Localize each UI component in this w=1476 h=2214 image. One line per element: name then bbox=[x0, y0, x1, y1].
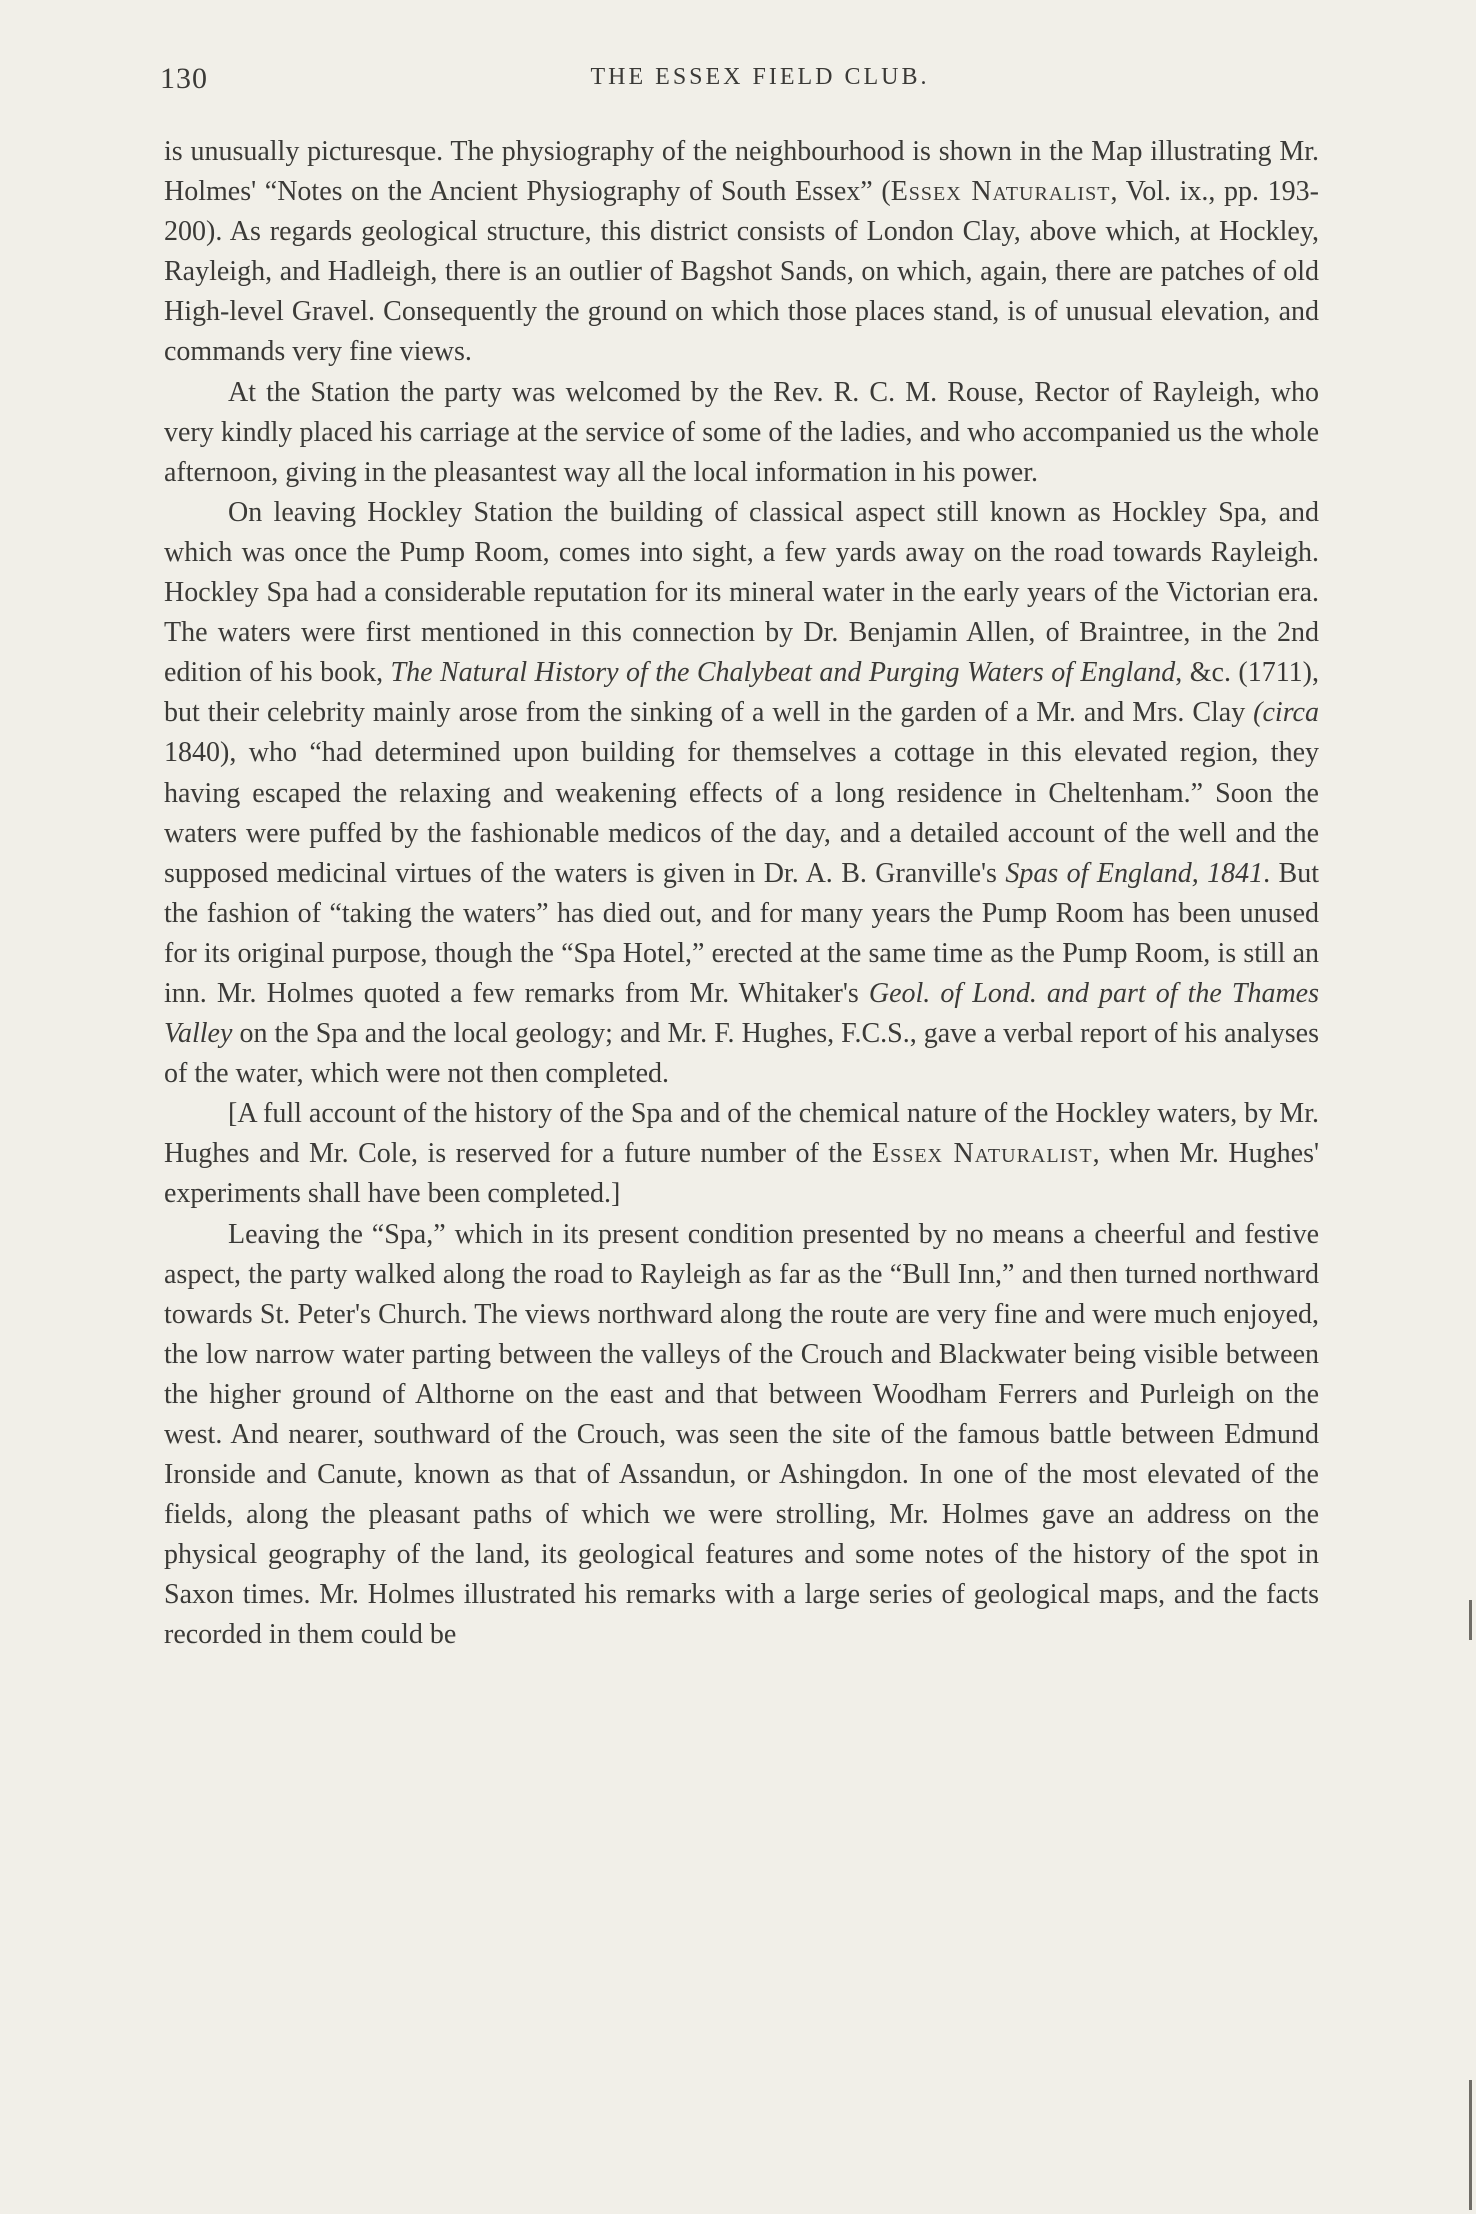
book-title: The Natural History of the Chalybeat and Purging Waters of England bbox=[390, 657, 1176, 689]
text-run: on the Spa and the local geology; and Mr. F. Hughes, F.C.S., gave a verbal report of his analyses of the water, which were not then completed. bbox=[164, 1018, 1319, 1090]
text-run: , &c. (1711), but their celebrity mainly arose from the sinking of a well in the garden of a Mr. and Mrs. Clay bbox=[164, 657, 1319, 729]
paragraph-physiography bbox=[164, 132, 1319, 373]
text-run: . But the fashion of “taking the waters” has died out, and for many years the Pump Room has been unused for its original purpose, though the “Spa Hotel,” erected at the same time as the Pump Room, is still an inn. Mr. Holmes quoted a few remarks from Mr. Whitaker's bbox=[164, 857, 1319, 1009]
journal-title: Essex Naturalist bbox=[890, 176, 1111, 208]
text-run: is unusually picturesque. The physiography of the neighbourhood is shown in the Map illustrating Mr. Holmes' “Notes on the Ancient Physiography of South Essex” ( bbox=[164, 136, 1319, 208]
text-run: 1840), who “had determined upon building for themselves a cottage in this elevated region, they having escaped the relaxing and weakening effects of a long residence in Cheltenham.” Soon the waters were puffed by the fashionable medicos of the day, and a detailed account of the well and the supposed medicinal virtues of the waters is given in Dr. A. B. Granville's bbox=[164, 737, 1319, 889]
paragraph-editorial-note bbox=[164, 1094, 1319, 1214]
page-number: 130 bbox=[160, 62, 208, 95]
paragraph-station-welcome: At the Station the party was welcomed by the Rev. R. C. M. Rouse, Rector of Rayleigh, who very kindly placed his carriage at the service of some of the ladies, and who accompanied us the whole afternoon, giving in the pleasantest way all the local information in his power. bbox=[164, 376, 1319, 488]
journal-title: Essex Naturalist bbox=[871, 1138, 1093, 1170]
paragraph-walk-to-rayleigh: Leaving the “Spa,” which in its present condition presented by no means a cheerful and festive aspect, the party walked along the road to Rayleigh as far as the “Bull Inn,” and then turned northward towards St. Peter's Church. The views northward along the route are very fine and were much enjoyed, the low narrow water parting between the valleys of the Crouch and Blackwater being visible between the higher ground of Althorne on the east and that between Woodham Ferrers and Purleigh on the west. And nearer, southward of the Crouch, was seen the site of the famous battle between Edmund Ironside and Canute, known as that of Assandun, or Ashingdon. In one of the most elevated of the fields, along the pleasant paths of which we were strolling, Mr. Holmes gave an address on the physical geography of the land, its geological features and some notes of the history of the spot in Saxon times. Mr. Holmes illustrated his remarks with a large series of geological maps, and the facts recorded in them could be bbox=[164, 1218, 1319, 1651]
text-run: [A full account of the history of the Spa and of the chemical nature of the Hockley waters, by Mr. Hughes and Mr. Cole, is reserved for a future number of the bbox=[164, 1098, 1319, 1170]
latin-term: (circa bbox=[1253, 697, 1319, 729]
running-head: THE ESSEX FIELD CLUB. bbox=[590, 64, 930, 90]
book-title: Geol. of Lond. and part of the Thames Valley bbox=[164, 977, 1319, 1050]
paragraph-hockley-spa bbox=[164, 493, 1319, 1094]
body-text bbox=[164, 132, 1319, 1656]
page-header bbox=[160, 62, 1320, 102]
book-title: Spas of England, 1841 bbox=[1005, 857, 1264, 889]
text-run: , Vol. ix., pp. 193-200). As regards geological structure, this district consists of London Clay, above which, at Hockley, Rayleigh, and Hadleigh, there is an outlier of Bagshot Sands, on which, again, there are patches of old High-level Gravel. Consequently the ground on which those places stand, is of unusual elevation, and commands very fine views. bbox=[164, 176, 1319, 368]
page-edge-mark bbox=[1469, 2080, 1472, 2210]
page-edge-mark bbox=[1469, 1600, 1472, 1640]
text-run: On leaving Hockley Station the building of classical aspect still known as Hockley Spa, and which was once the Pump Room, comes into sight, a few yards away on the road towards Rayleigh. Hockley Spa had a considerable reputation for its mineral water in the early years of the Victorian era. The waters were first mentioned in this connection by Dr. Benjamin Allen, of Braintree, in the 2nd edition of his book, bbox=[164, 496, 1319, 689]
text-run: , when Mr. Hughes' experiments shall have been completed.] bbox=[164, 1138, 1320, 1210]
